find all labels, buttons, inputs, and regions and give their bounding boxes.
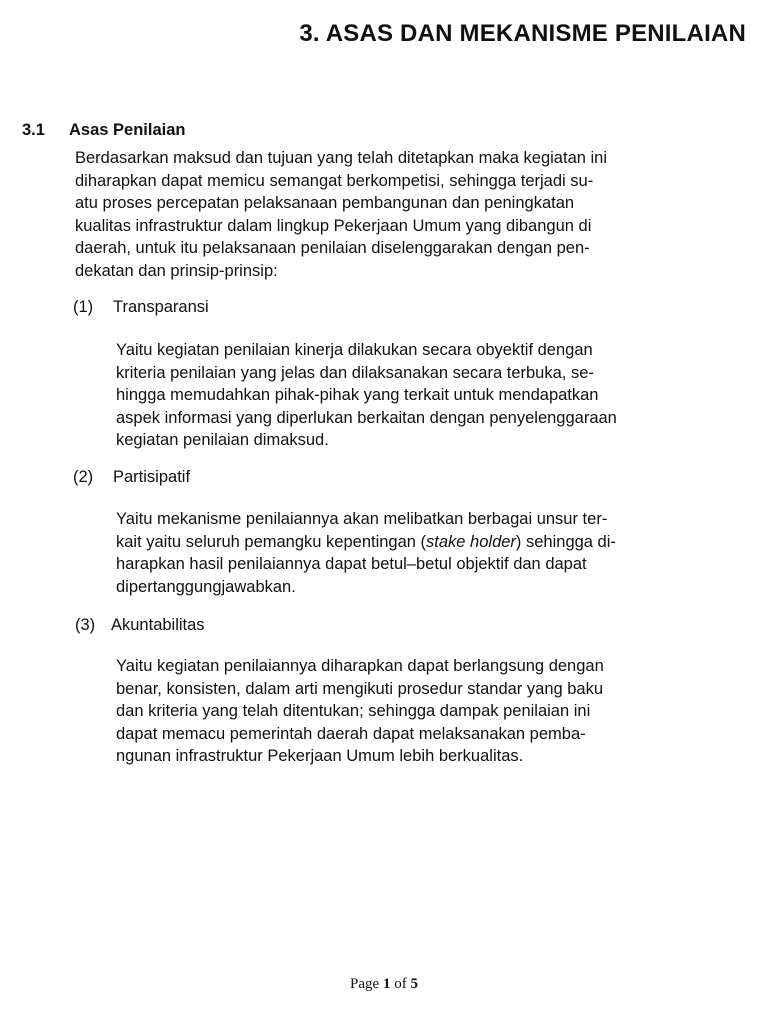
paragraph-line: aspek informasi yang diperlukan berkaitan dengan penyelenggaraan [116,408,617,427]
paragraph-line [116,531,746,554]
paragraph-line: daerah, untuk itu pelaksanaan penilaian diselenggarakan dengan pen- [75,239,590,258]
section-heading [22,121,185,140]
paragraph-line: Yaitu mekanisme penilaiannya akan melibatkan berbagai unsur ter- [116,510,608,528]
page-footer [0,976,768,993]
paragraph-line: dipertanggungjawabkan. [116,577,296,596]
item-number: (3) [75,616,96,634]
item-number: (1) [73,298,94,316]
item-label: Transparansi [113,298,209,316]
paragraph-line: harapkan hasil penilaiannya dapat betul–betul objektif dan dapat [116,555,587,574]
section-title: Asas Penilaian [69,121,186,139]
paragraph-line: ngunan infrastruktur Pekerjaan Umum lebih berkualitas. [116,747,524,766]
section-number: 3.1 [22,121,45,139]
text-run: kait yaitu seluruh pemangku kepentingan ( [116,532,427,551]
paragraph-line: Berdasarkan maksud dan tujuan yang telah ditetapkan maka kegiatan ini [75,149,608,167]
paragraph-line: benar, konsisten, dalam arti mengikuti prosedur standar yang baku [116,679,604,698]
page-title: 3. ASAS DAN MEKANISME PENILAIAN [299,20,746,47]
item-heading-partisipatif [73,468,190,487]
item-label: Akuntabilitas [111,616,205,634]
page-prefix: Page [350,976,380,992]
text-run: ) sehingga di- [515,532,616,551]
page-total: 5 [410,976,418,992]
paragraph-line: diharapkan dapat memicu semangat berkompetisi, sehingga terjadi su- [75,171,594,190]
page-of: of [394,976,407,992]
paragraph-line: kriteria penilaian yang jelas dan dilaksanakan secara terbuka, se- [116,363,594,382]
item-body-transparansi [116,339,746,452]
paragraph-line: Yaitu kegiatan penilaian kinerja dilakukan secara obyektif dengan [116,341,593,359]
emphasis-stake-holder: stake holder [426,532,516,551]
item-body-partisipatif [116,508,746,598]
paragraph-line: kegiatan penilaian dimaksud. [116,431,329,450]
item-heading-akuntabilitas [75,616,205,635]
item-number: (2) [73,468,94,486]
paragraph-line: hingga memudahkan pihak-pihak yang terkait untuk mendapatkan [116,386,599,405]
paragraph-line: dekatan dan prinsip-prinsip: [75,261,278,280]
paragraph-line: Yaitu kegiatan penilaiannya diharapkan dapat berlangsung dengan [116,657,604,675]
paragraph-line: dan kriteria yang telah ditentukan; sehingga dampak penilaian ini [116,702,591,721]
paragraph-line: dapat memacu pemerintah daerah dapat melaksanakan pemba- [116,724,586,743]
item-body-akuntabilitas [116,655,746,768]
intro-paragraph [75,147,747,283]
paragraph-line: atu proses percepatan pelaksanaan pembangunan dan peningkatan [75,194,575,213]
item-heading-transparansi [73,298,209,317]
page-current: 1 [382,976,391,992]
item-label: Partisipatif [113,468,191,486]
paragraph-line: kualitas infrastruktur dalam lingkup Pekerjaan Umum yang dibangun di [75,216,592,235]
